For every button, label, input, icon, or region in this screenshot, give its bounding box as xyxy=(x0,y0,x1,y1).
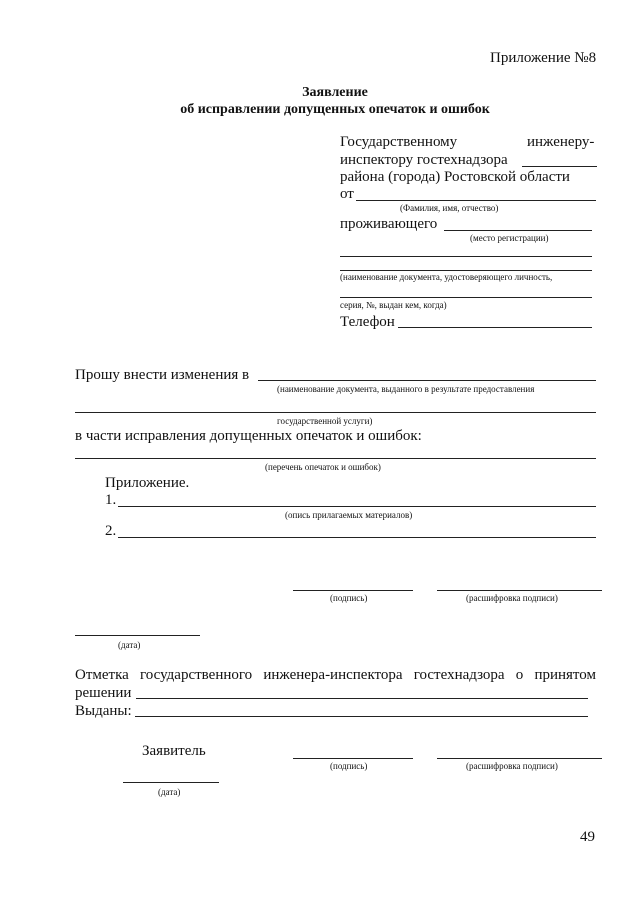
issued-blank-line xyxy=(135,716,588,717)
attachment-item-2: 2. xyxy=(105,523,117,539)
request-hint-2: государственной услуги) xyxy=(277,416,373,426)
addressee-line-2: инспектору гостехнадзора xyxy=(340,152,508,168)
from-hint: (Фамилия, имя, отчество) xyxy=(400,203,499,213)
residing-hint: (место регистрации) xyxy=(470,233,549,243)
date-blank-line xyxy=(75,635,200,636)
request-blank-line-2 xyxy=(75,412,596,413)
inspector-word-4: гостехнадзора xyxy=(413,667,505,683)
document-blank-line-1 xyxy=(340,270,592,271)
address-blank-line-2 xyxy=(340,256,592,257)
inspector-word-2: государственного xyxy=(140,667,253,683)
applicant-date-blank-line xyxy=(123,782,219,783)
inspector-word-6: принятом xyxy=(534,667,596,683)
inspector-word-3: инженера-инспектора xyxy=(263,667,403,683)
addressee-line-3: района (города) Ростовской области xyxy=(340,169,570,185)
decision-blank-line xyxy=(136,698,588,699)
attachment-item-1: 1. xyxy=(105,492,117,508)
request-hint-1: (наименование документа, выданного в результате предоставления xyxy=(277,384,535,394)
applicant-signature-hint: (подпись) xyxy=(330,761,368,771)
appendix-label: Приложение №8 xyxy=(490,50,597,66)
decoding-blank-line xyxy=(437,590,602,591)
phone-blank-line xyxy=(398,327,592,328)
inspector-mark-line xyxy=(75,667,596,684)
signature-hint: (подпись) xyxy=(330,593,368,603)
attachment-blank-line-1 xyxy=(118,506,596,507)
signature-blank-line xyxy=(293,590,413,591)
addressee-blank-line xyxy=(522,166,597,167)
applicant-decoding-hint: (расшифровка подписи) xyxy=(466,761,558,771)
page-number: 49 xyxy=(580,829,595,845)
correction-hint: (перечень опечаток и ошибок) xyxy=(265,462,381,472)
decision-label: решении xyxy=(75,685,132,701)
addressee-line-1-left: Государственному xyxy=(340,134,458,150)
applicant-decoding-blank-line xyxy=(437,758,602,759)
title-line-1: Заявление xyxy=(302,85,368,100)
from-label: от xyxy=(340,186,354,202)
phone-label: Телефон xyxy=(340,314,395,330)
document-hint-2: серия, №, выдан кем, когда) xyxy=(340,300,447,310)
attachment-blank-line-2 xyxy=(118,537,596,538)
inspector-word-5: о xyxy=(515,667,524,683)
document-hint-1: (наименование документа, удостоверяющего личность, xyxy=(340,272,553,282)
from-blank-line xyxy=(356,200,596,201)
attachment-hint: (опись прилагаемых материалов) xyxy=(285,510,413,520)
attachment-title: Приложение. xyxy=(105,475,190,491)
correction-blank-line xyxy=(75,458,596,459)
title-line-2: об исправлении допущенных опечаток и ошибок xyxy=(180,102,490,117)
inspector-word-1: Отметка xyxy=(75,667,129,683)
addressee-line-1-right: инженеру- xyxy=(527,134,595,150)
applicant-label: Заявитель xyxy=(142,743,206,759)
request-blank-line xyxy=(258,380,596,381)
issued-label: Выданы: xyxy=(75,703,132,719)
applicant-signature-blank-line xyxy=(293,758,413,759)
correction-text: в части исправления допущенных опечаток и ошибок: xyxy=(75,428,422,444)
date-hint: (дата) xyxy=(118,640,141,650)
decoding-hint: (расшифровка подписи) xyxy=(466,593,558,603)
applicant-date-hint: (дата) xyxy=(158,787,181,797)
document-blank-line-2 xyxy=(340,297,592,298)
request-text: Прошу внести изменения в xyxy=(75,367,250,383)
residing-label: проживающего xyxy=(340,216,438,232)
residing-blank-line xyxy=(444,230,592,231)
